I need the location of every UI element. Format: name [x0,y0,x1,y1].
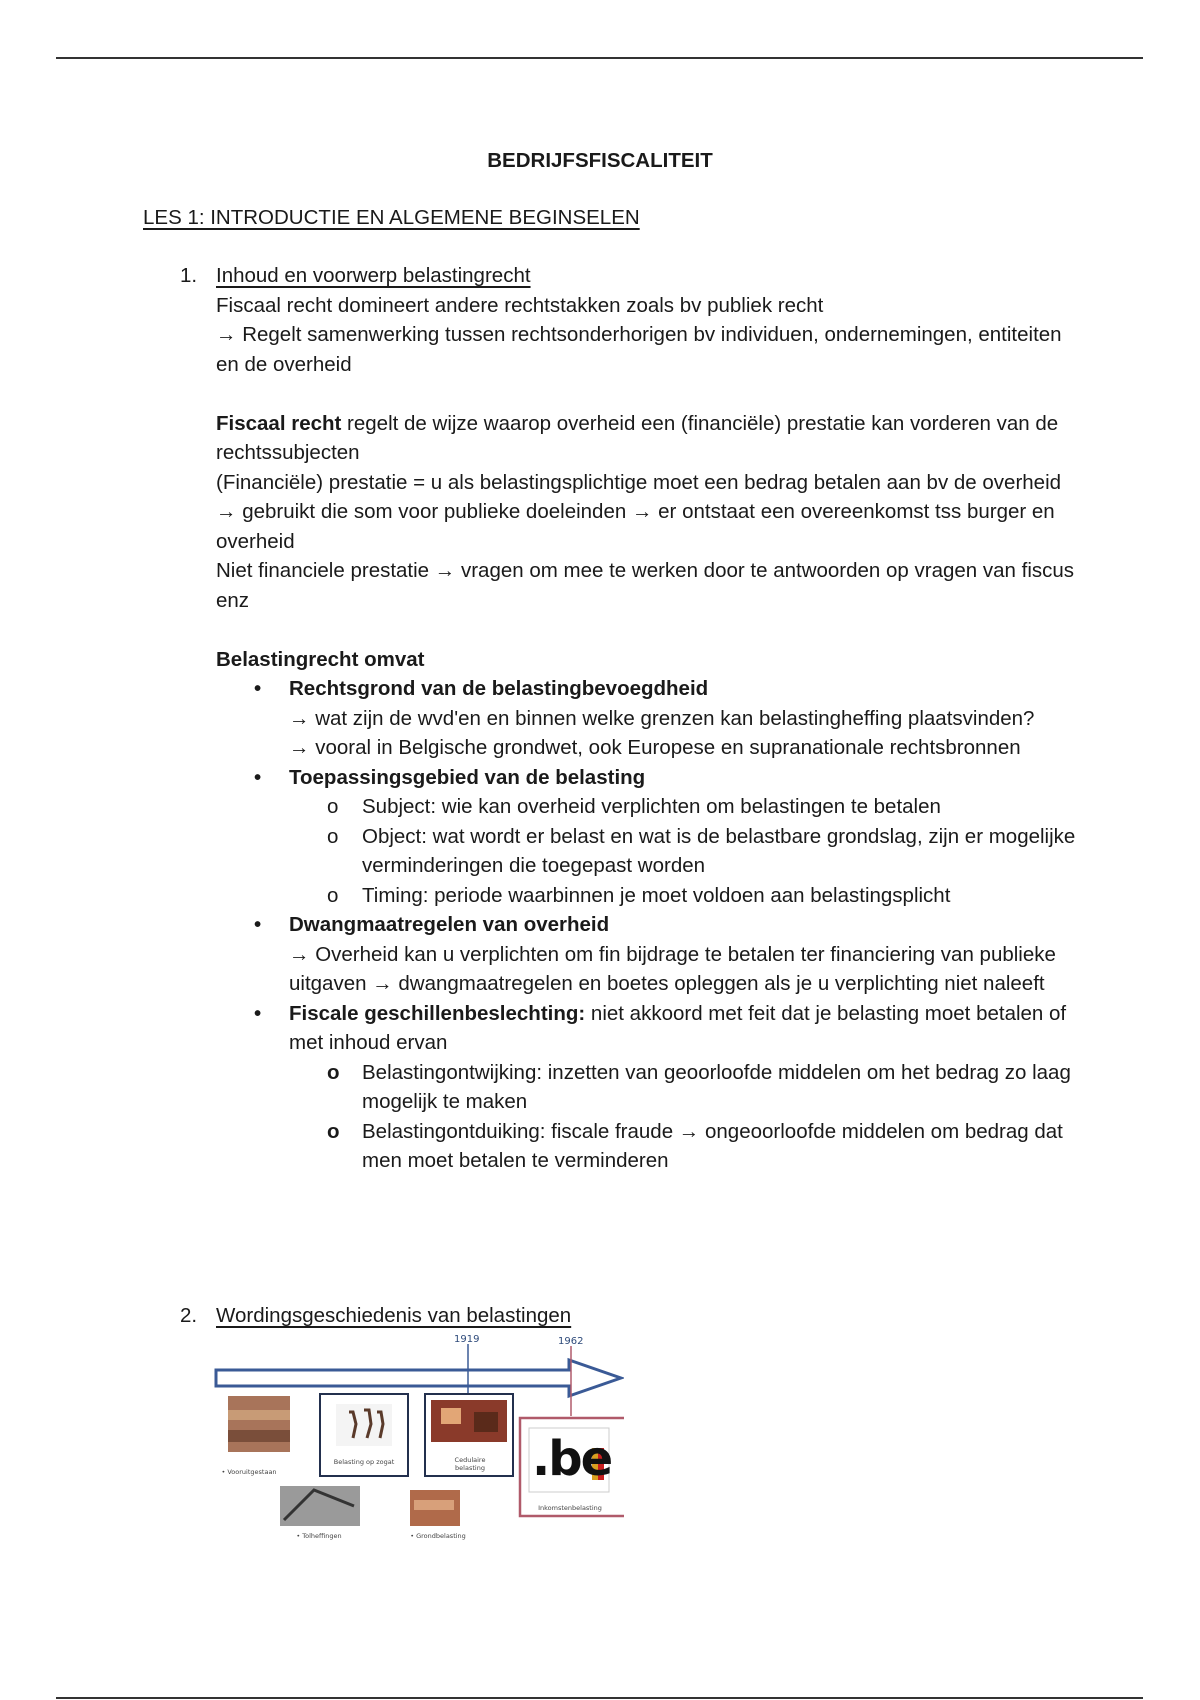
section-heading: Inhoud en voorwerp belastingrecht [216,264,531,287]
paragraph: Fiscaal recht regelt de wijze waarop overheid een (financiële) prestatie kan vorderen van de rechtssubjecten [216,411,1059,464]
sub-list [289,1058,1078,1176]
sub-list-item: o Timing: periode waarbinnen je moet voldoen aan belastingsplicht [327,883,951,907]
sub-list-item: o Belastingontduiking: fiscale fraude → ongeoorloofde middelen om bedrag dat men moet betalen te verminderen [327,1119,1063,1172]
caption-grondbelasting: • Grondbelasting [410,1532,466,1540]
subheading: Belastingrecht omvat [216,647,425,671]
sub-list-item: o Belastingontwijking: inzetten van geoorloofde middelen om het bedrag zo laag mogelijk te maken [327,1060,1071,1113]
section-1 [143,261,1078,1176]
paragraph: (Financiële) prestatie = u als belastingsplichtige moet een bedrag betalen aan bv de overheid → gebruikt die som voor publieke doeleinden → er ontstaat een overeenkomst tss burger en overheid [216,470,1062,553]
caption-belasting-op-zogat: Belasting op zogat [333,1458,395,1466]
caption-cedulaire-belasting: Cedulaire belasting [454,1456,486,1472]
caption-vooruitgestaan: • Vooruitgestaan [221,1468,277,1476]
footer-rule [56,1697,1143,1699]
paragraph: → Regelt samenwerking tussen rechtsonderhorigen bv individuen, ondernemingen, entiteiten en de overheid [216,323,1062,376]
header-rule [56,57,1143,59]
paragraph: Fiscaal recht domineert andere rechtstakken zoals bv publiek recht [216,293,824,317]
list-item: • Dwangmaatregelen van overheid → Overheid kan u verplichten om fin bijdrage te betalen ter financiering van publieke uitgaven → dwangmaatregelen en boetes opleggen als je u verplichting niet naleeft [254,913,1056,995]
be-logo: .be [532,1431,612,1487]
sub-list-item: o Subject: wie kan overheid verplichten om belastingen te betalen [327,795,941,818]
timeline-figure [214,1330,624,1550]
list-item: • Rechtsgrond van de belastingbevoegdheid → wat zijn de wvd'en en binnen welke grenzen kan belastingheffing plaatsvinden? → vooral in Belgische grondwet, ook Europese en supranationale rechtsbronnen [254,677,1035,759]
section-heading: Wordingsgeschiedenis van belastingen [216,1304,572,1327]
list-item: • Fiscale geschillenbeslechting: niet akkoord met feit dat je belasting moet betalen of met inhoud ervan o Belastingontwijking: inzetten van geoorloofde middelen om het bedrag zo laag mogelijk te maken o Belastingontduiking: fiscale fraude → ongeoorloofde middelen om bedrag dat men moet betalen te verminderen [216,999,1078,1176]
section-number: 2. [180,1304,198,1327]
section-number: 1. [180,264,198,287]
caption-inkomstenbelasting: Inkomstenbelasting [538,1504,602,1512]
vooruitgestaan-image [228,1396,290,1452]
paragraph: Niet financiele prestatie → vragen om mee te werken door te antwoorden op vragen van fiscus enz [216,559,1075,612]
year-label-1962: 1962 [558,1336,584,1347]
caption-tolheffingen: • Tolheffingen [296,1532,342,1540]
document-title: BEDRIJFSFISCALITEIT [487,149,713,172]
lesson-heading: LES 1: INTRODUCTIE EN ALGEMENE BEGINSELEN [143,206,640,229]
bullet-list [143,674,1078,1176]
section-2 [143,1301,1078,1331]
sub-list [289,792,1078,910]
sub-list-item: o Object: wat wordt er belast en wat is de belastbare grondslag, zijn er mogelijke verminderingen die toegepast worden [327,824,1076,877]
year-label-1919: 1919 [454,1334,480,1345]
list-item: • Toepassingsgebied van de belasting o Subject: wie kan overheid verplichten om belastingen te betalen o Object: wat wordt er belast en wat is de belastbare grondslag, zijn er mogelijke verminderingen die toegepast worden o Timing: periode waarbinnen je moet voldoen aan belastingsplicht [216,763,1078,911]
timeline-arrow [216,1360,621,1396]
bold-term: Fiscaal recht [216,411,342,435]
